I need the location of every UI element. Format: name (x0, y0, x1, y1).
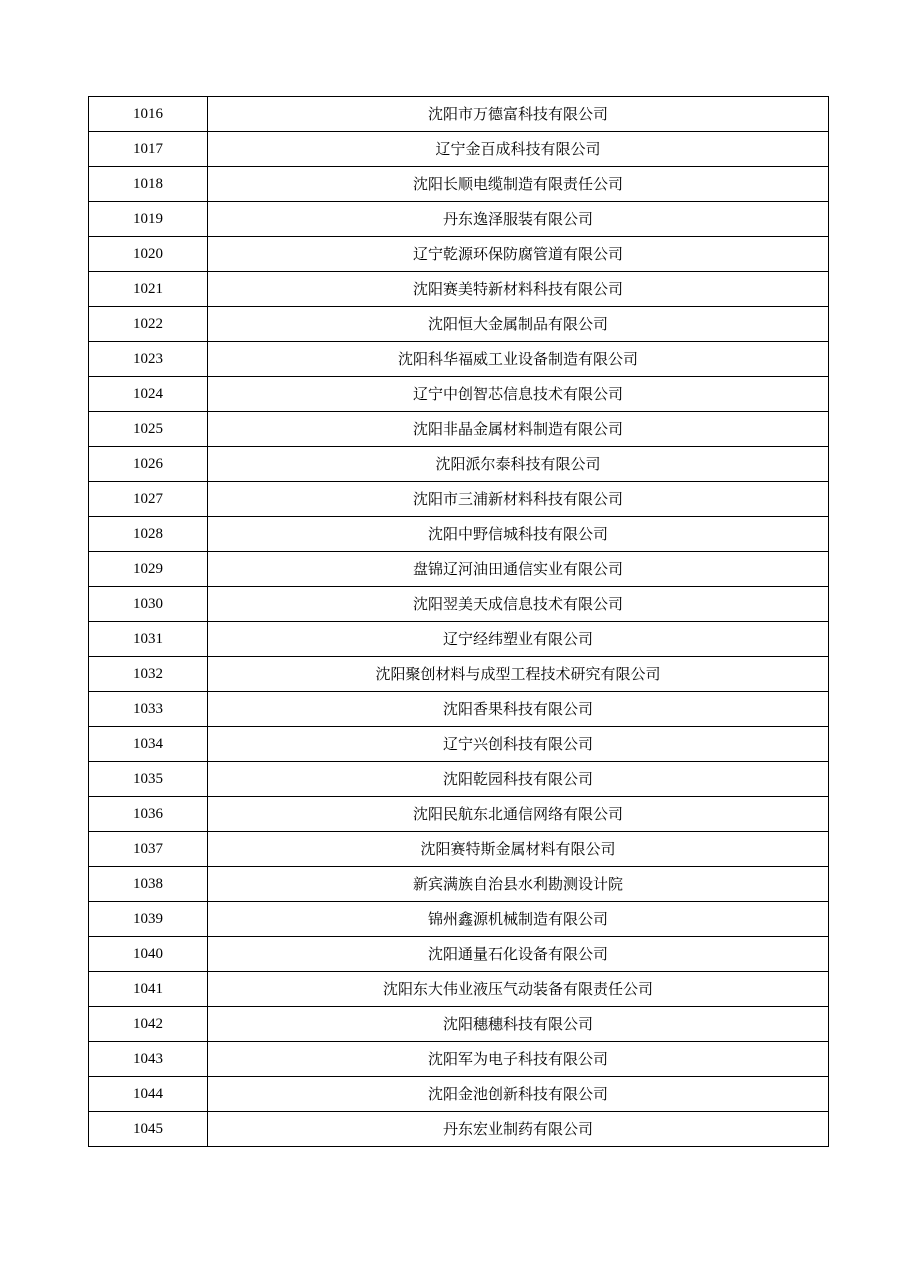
row-company-name-cell: 沈阳东大伟业液压气动装备有限责任公司 (208, 972, 829, 1007)
row-id-cell: 1042 (89, 1007, 208, 1042)
table-row (89, 867, 829, 902)
row-company-name-cell: 辽宁乾源环保防腐管道有限公司 (208, 237, 829, 272)
table-row (89, 972, 829, 1007)
table-row (89, 937, 829, 972)
row-company-name-cell: 沈阳民航东北通信网络有限公司 (208, 797, 829, 832)
table-row (89, 482, 829, 517)
row-company-name-cell: 沈阳恒大金属制品有限公司 (208, 307, 829, 342)
row-id-cell: 1021 (89, 272, 208, 307)
row-id-cell: 1039 (89, 902, 208, 937)
table-row (89, 412, 829, 447)
row-id-cell: 1027 (89, 482, 208, 517)
row-id-cell: 1031 (89, 622, 208, 657)
row-id-cell: 1034 (89, 727, 208, 762)
row-id-cell: 1036 (89, 797, 208, 832)
row-company-name-cell: 沈阳穗穗科技有限公司 (208, 1007, 829, 1042)
row-company-name-cell: 沈阳中野信城科技有限公司 (208, 517, 829, 552)
table-row (89, 832, 829, 867)
row-id-cell: 1019 (89, 202, 208, 237)
table-row (89, 622, 829, 657)
row-company-name-cell: 沈阳通量石化设备有限公司 (208, 937, 829, 972)
table-row (89, 902, 829, 937)
row-company-name-cell: 盘锦辽河油田通信实业有限公司 (208, 552, 829, 587)
table-row (89, 272, 829, 307)
row-company-name-cell: 沈阳聚创材料与成型工程技术研究有限公司 (208, 657, 829, 692)
table-row (89, 517, 829, 552)
row-company-name-cell: 沈阳市三浦新材料科技有限公司 (208, 482, 829, 517)
row-id-cell: 1016 (89, 97, 208, 132)
table-row (89, 342, 829, 377)
row-id-cell: 1022 (89, 307, 208, 342)
company-list-table (88, 96, 829, 1147)
table-row (89, 762, 829, 797)
row-company-name-cell: 沈阳赛美特新材料科技有限公司 (208, 272, 829, 307)
row-company-name-cell: 沈阳军为电子科技有限公司 (208, 1042, 829, 1077)
table-row (89, 552, 829, 587)
row-company-name-cell: 沈阳派尔泰科技有限公司 (208, 447, 829, 482)
row-company-name-cell: 沈阳翌美天成信息技术有限公司 (208, 587, 829, 622)
row-company-name-cell: 辽宁兴创科技有限公司 (208, 727, 829, 762)
row-id-cell: 1017 (89, 132, 208, 167)
table-row (89, 202, 829, 237)
row-company-name-cell: 沈阳科华福威工业设备制造有限公司 (208, 342, 829, 377)
table-row (89, 657, 829, 692)
table-body (89, 97, 829, 1147)
row-company-name-cell: 丹东宏业制药有限公司 (208, 1112, 829, 1147)
row-id-cell: 1038 (89, 867, 208, 902)
table-row (89, 97, 829, 132)
table-row (89, 237, 829, 272)
row-company-name-cell: 辽宁中创智芯信息技术有限公司 (208, 377, 829, 412)
row-company-name-cell: 沈阳金池创新科技有限公司 (208, 1077, 829, 1112)
row-id-cell: 1018 (89, 167, 208, 202)
row-company-name-cell: 丹东逸泽服装有限公司 (208, 202, 829, 237)
table-row (89, 692, 829, 727)
row-company-name-cell: 沈阳香果科技有限公司 (208, 692, 829, 727)
row-company-name-cell: 沈阳长顺电缆制造有限责任公司 (208, 167, 829, 202)
table-row (89, 1007, 829, 1042)
row-id-cell: 1020 (89, 237, 208, 272)
row-id-cell: 1045 (89, 1112, 208, 1147)
row-id-cell: 1029 (89, 552, 208, 587)
row-id-cell: 1033 (89, 692, 208, 727)
row-company-name-cell: 沈阳市万德富科技有限公司 (208, 97, 829, 132)
row-company-name-cell: 沈阳赛特斯金属材料有限公司 (208, 832, 829, 867)
row-id-cell: 1044 (89, 1077, 208, 1112)
table-row (89, 167, 829, 202)
table-row (89, 377, 829, 412)
row-id-cell: 1023 (89, 342, 208, 377)
row-id-cell: 1043 (89, 1042, 208, 1077)
table-row (89, 447, 829, 482)
row-id-cell: 1030 (89, 587, 208, 622)
row-company-name-cell: 新宾满族自治县水利勘测设计院 (208, 867, 829, 902)
row-company-name-cell: 锦州鑫源机械制造有限公司 (208, 902, 829, 937)
row-id-cell: 1035 (89, 762, 208, 797)
row-company-name-cell: 沈阳非晶金属材料制造有限公司 (208, 412, 829, 447)
row-company-name-cell: 辽宁金百成科技有限公司 (208, 132, 829, 167)
table-row (89, 1112, 829, 1147)
row-id-cell: 1025 (89, 412, 208, 447)
row-id-cell: 1040 (89, 937, 208, 972)
table-row (89, 1077, 829, 1112)
row-company-name-cell: 沈阳乾园科技有限公司 (208, 762, 829, 797)
row-id-cell: 1024 (89, 377, 208, 412)
table-row (89, 1042, 829, 1077)
table-row (89, 307, 829, 342)
table-row (89, 727, 829, 762)
table-row (89, 797, 829, 832)
row-id-cell: 1041 (89, 972, 208, 1007)
row-id-cell: 1032 (89, 657, 208, 692)
row-id-cell: 1037 (89, 832, 208, 867)
table-row (89, 132, 829, 167)
row-company-name-cell: 辽宁经纬塑业有限公司 (208, 622, 829, 657)
row-id-cell: 1026 (89, 447, 208, 482)
table-row (89, 587, 829, 622)
row-id-cell: 1028 (89, 517, 208, 552)
